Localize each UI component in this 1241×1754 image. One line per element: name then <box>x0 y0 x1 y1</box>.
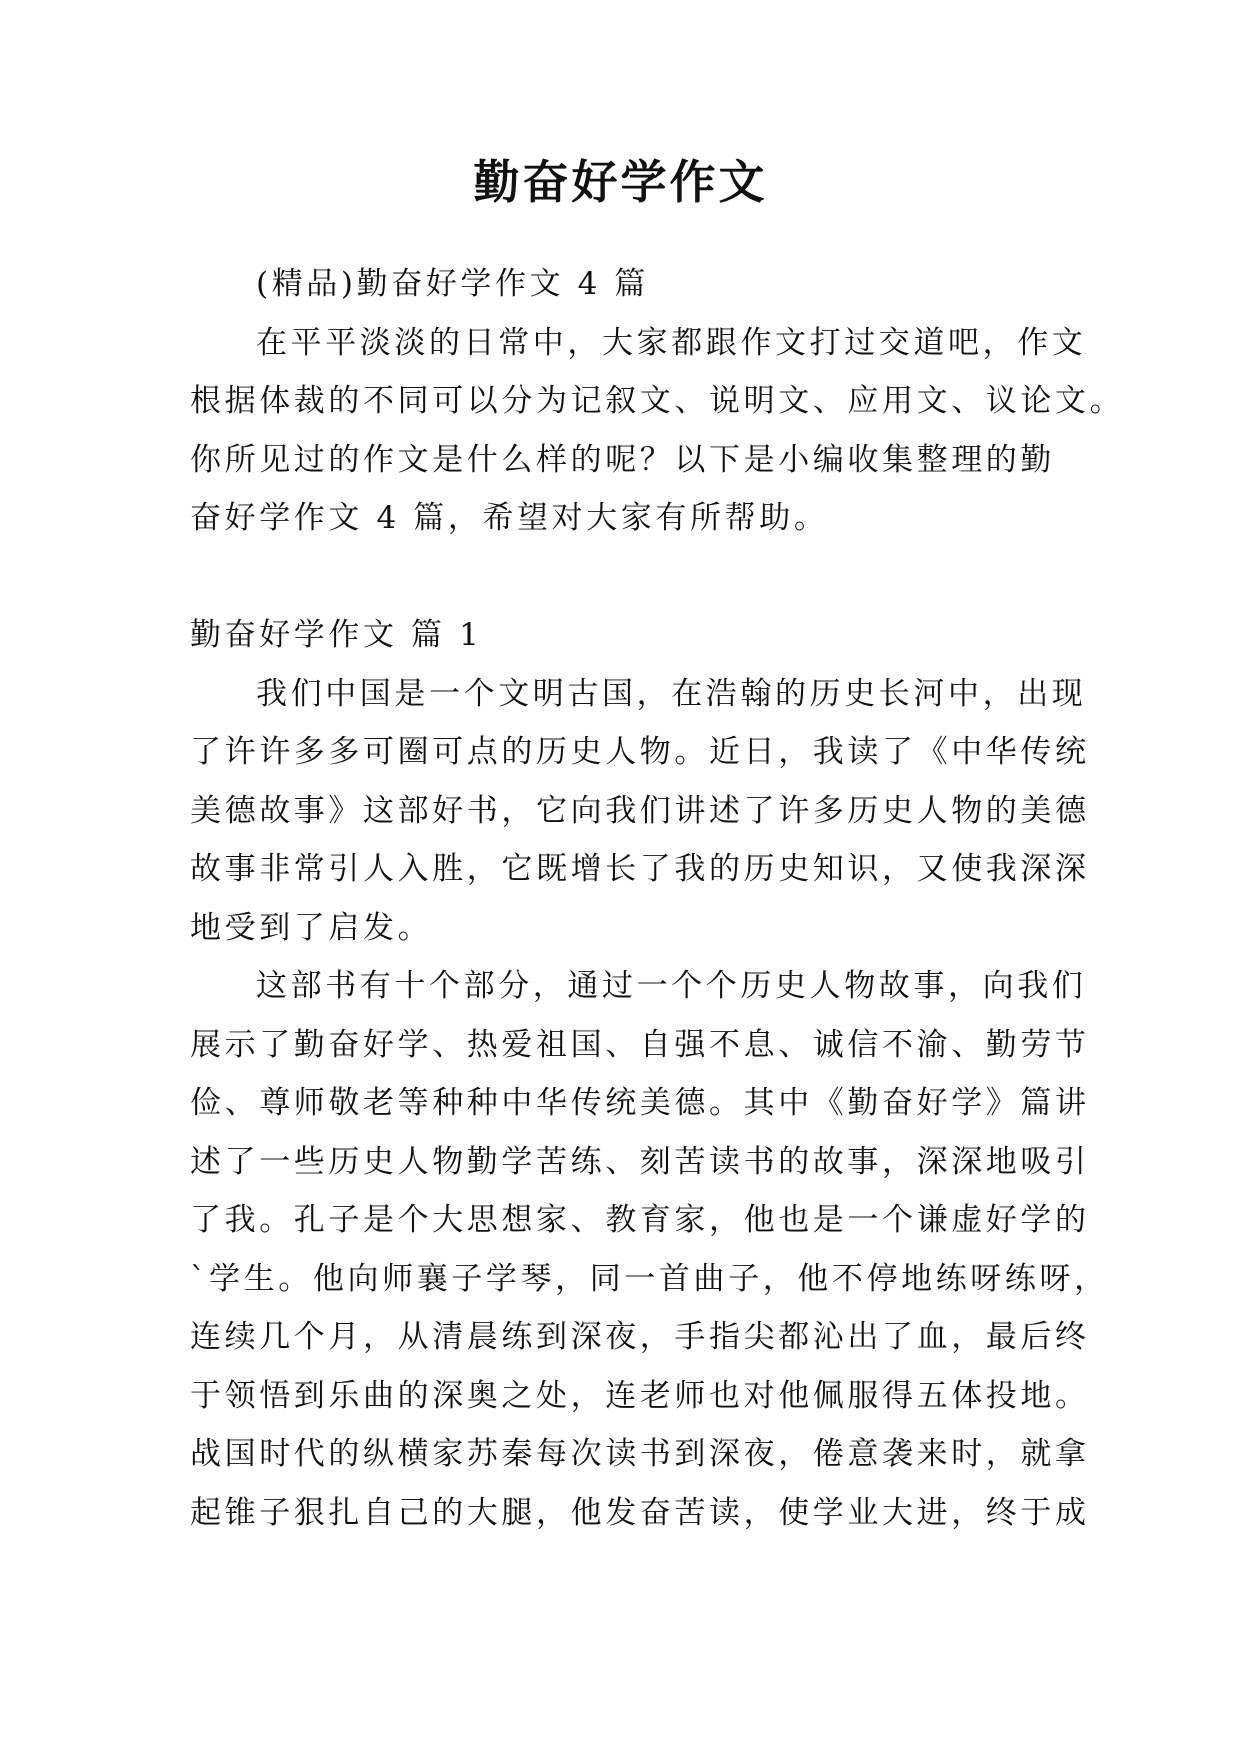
paragraph-line: 这部书有十个部分，通过一个个历史人物故事，向我们 <box>256 968 1087 1004</box>
intro-line: 你所见过的作文是什么样的呢？以下是小编收集整理的勤 <box>190 441 1055 478</box>
document-body <box>190 255 1125 1542</box>
paragraph-line: `学生。他向师襄子学琴，同一首曲子，他不停地练呀练呀， <box>190 1260 1109 1297</box>
paragraph-line: 了我。孔子是个大思想家、教育家，他也是一个谦虚好学的 <box>190 1202 1090 1238</box>
paragraph-line: 故事非常引人入胜，它既增长了我的历史知识，又使我深深 <box>190 851 1090 887</box>
page-title: 勤奋好学作文 <box>473 155 768 209</box>
paragraph-line: 俭、尊师敬老等种种中华传统美德。其中《勤奋好学》篇讲 <box>190 1085 1090 1121</box>
paragraph-line: 于领悟到乐曲的深奥之处，连老师也对他佩服得五体投地。 <box>190 1377 1090 1414</box>
intro-line: 在平平淡淡的日常中，大家都跟作文打过交道吧，作文 <box>256 324 1087 361</box>
intro-paragraph <box>190 314 1125 548</box>
subtitle: (精品)勤奋好学作文 4 篇 <box>256 266 650 302</box>
paragraph-line: 连续几个月，从清晨练到深夜，手指尖都沁出了血，最后终 <box>190 1319 1090 1355</box>
paragraph-line: 起锥子狠扎自己的大腿，他发奋苦读，使学业大进，终于成 <box>190 1494 1090 1531</box>
paragraph-line: 述了一些历史人物勤学苦练、刻苦读书的故事，深深地吸引 <box>190 1143 1090 1180</box>
intro-line: 奋好学作文 4 篇，希望对大家有所帮助。 <box>190 500 829 536</box>
paragraph-line: 地受到了启发。 <box>190 909 433 946</box>
paragraph-line: 美德故事》这部好书，它向我们讲述了许多历史人物的美德 <box>190 792 1090 829</box>
paragraph-line: 战国时代的纵横家苏秦每次读书到深夜，倦意袭来时，就拿 <box>190 1436 1090 1472</box>
paragraph-1 <box>190 665 1090 958</box>
intro-line: 根据体裁的不同可以分为记叙文、说明文、应用文、议论文。 <box>190 383 1125 419</box>
paragraph-line: 我们中国是一个文明古国，在浩翰的历史长河中，出现 <box>256 675 1087 712</box>
paragraph-spacer <box>190 548 1070 607</box>
paragraph-2 <box>190 957 1109 1542</box>
paragraph-line: 了许许多多可圈可点的历史人物。近日，我读了《中华传统 <box>190 734 1090 770</box>
section-heading: 勤奋好学作文 篇 1 <box>190 617 483 653</box>
paragraph-line: 展示了勤奋好学、热爱祖国、自强不息、诚信不渝、勤劳节 <box>190 1026 1090 1063</box>
